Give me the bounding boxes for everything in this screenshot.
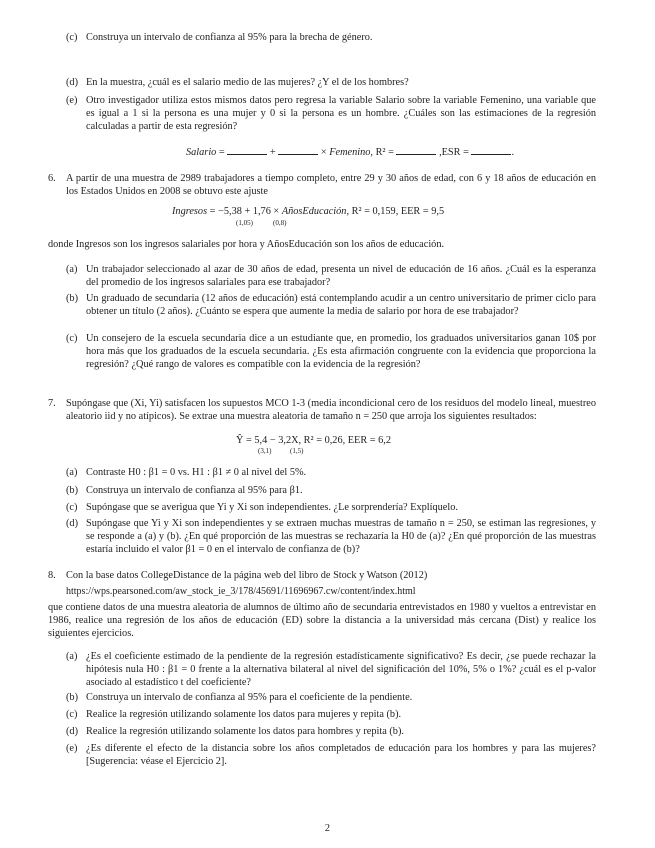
p5-item-d-label: (d) [66, 77, 79, 88]
p5-eq-times: × [320, 147, 327, 158]
p8-url-link[interactable]: https://wps.pearsoned.com/aw_stock_ie_3/178/45691/11696967.cw/content/index.html [66, 586, 416, 597]
p5-eq-end: . [511, 147, 515, 158]
p5-blank-intercept [227, 145, 267, 155]
p7-item-b-text: Construya un intervalo de confianza al 95% para β1. [86, 485, 303, 496]
p8-item-a-label: (a) [66, 651, 78, 662]
p6-item-a-text: Un trabajador seleccionado al azar de 30 años de edad, presenta un nivel de educación de 16 años. ¿Cuál es la esperanza del promedio de los ingresos salariales para ese trabajador? [86, 264, 596, 289]
p6-eq-lhs: Ingresos [172, 206, 208, 217]
p6-item-c-text: Un consejero de la escuela secundaria dice a un estudiante que, en promedio, los graduados universitarios ganan 10$ por hora más que los graduados de la escuela secundaria. ¿Es esta afirmación congruente con la evidencia que proporciona la regresión? ¿Qué rango de valores es compatible con la evidencia de la regresión? [86, 333, 596, 371]
p6-item-a-label: (a) [66, 264, 78, 275]
p6-eq-rhs: = −5,38 + 1,76 × [209, 206, 280, 217]
p5-item-c [66, 31, 596, 44]
p6-item-a [66, 263, 596, 289]
p6-where-text: donde Ingresos son los ingresos salariales por hora y AñosEducación son los años de educación. [48, 239, 445, 250]
p5-item-e-text: Otro investigador utiliza estos mismos datos pero regresa la variable Salario sobre la variable Femenino, una variable que es igual a 1 si la persona es una mujer y 0 si la persona es un hombre. ¿Cuáles son las estimaciones de la regresión calculadas a partir de esta regresión? [86, 95, 596, 133]
p6-item-c-label: (c) [66, 333, 78, 344]
problem-8-text: Con la base datos CollegeDistance de la página web del libro de Stock y Watson (2012) [66, 570, 428, 581]
p6-item-b-text: Un graduado de secundaria (12 años de educación) está contemplando acudir a un centro universitario de primer ciclo para obtener un título (2 años). ¿Cuánto se espera que aumente la media de salario por hora de ese trabajador? [86, 293, 596, 318]
p7-item-a-label: (a) [66, 467, 78, 478]
p8-item-b-label: (b) [66, 692, 79, 703]
p8-item-b [66, 691, 596, 704]
p8-item-d [66, 725, 596, 738]
p7-item-c-label: (c) [66, 502, 78, 513]
p5-eq-esr: ,ESR = [439, 147, 469, 158]
p7-item-d-text: Supóngase que Yi y Xi son independientes y se extraen muchas muestras de tamaño n = 250, se estiman las regresiones, y se responde a (a) y (b). ¿En qué proporción de las muestras se rechazaría la H0 de (a)? ¿En qué proporción de las muestras estaría incluido el valor β1 = 0 en el intervalo de confianza de (b)? [86, 518, 596, 556]
problem-7-text: Supóngase que (Xi, Yi) satisfacen los supuestos MCO 1-3 (media incondicional cero de los residuos del modelo lineal, muestreo aleatorio iid y no atípicos). Se extrae una muestra aleatoria de tamaño n = 250 que arroja los siguientes resultados: [66, 398, 596, 423]
p5-item-d-text: En la muestra, ¿cuál es el salario medio de las mujeres? ¿Y el de los hombres? [86, 77, 409, 88]
p8-item-b-text: Construya un intervalo de confianza al 95% para el coeficiente de la pendiente. [86, 692, 413, 703]
p6-equation [172, 205, 444, 218]
p5-eq-lhs: Salario [186, 147, 217, 158]
problem-6-number: 6. [48, 173, 56, 184]
problem-8-intro [48, 569, 596, 582]
p8-item-a [66, 650, 596, 690]
problem-7-intro [48, 397, 596, 423]
p7-item-b-label: (b) [66, 485, 79, 496]
p6-item-b-label: (b) [66, 293, 79, 304]
p7-item-c [66, 501, 596, 514]
p8-item-c-label: (c) [66, 709, 78, 720]
p6-item-b [66, 292, 596, 318]
p6-eq-stats: R² = 0,159, EER = 9,5 [351, 206, 445, 217]
p7-item-d [66, 517, 596, 557]
p8-item-e [66, 742, 596, 768]
p8-item-e-label: (e) [66, 743, 78, 754]
problem-8-number: 8. [48, 570, 56, 581]
p8-item-a-text: ¿Es el coeficiente estimado de la pendiente de la regresión estadísticamente significativo? Es decir, ¿se puede rechazar la hipótesis nula H0 : β1 = 0 frente a la alternativa bilateral al nivel del significación del 10%, 5% o 1%? ¿cuál es el p-valor asociado al estadístico t del coeficiente? [86, 651, 596, 689]
p5-item-e-label: (e) [66, 95, 78, 106]
p8-item-d-label: (d) [66, 726, 79, 737]
p7-equation [236, 434, 391, 447]
p7-item-a-text: Contraste H0 : β1 = 0 vs. H1 : β1 ≠ 0 al nivel del 5%. [86, 467, 307, 478]
p8-item-c [66, 708, 596, 721]
p5-blank-slope [278, 145, 318, 155]
p5-equation [186, 145, 514, 159]
p7-item-a [66, 466, 596, 479]
p5-eq-r2: R² = [375, 147, 394, 158]
p5-eq-equals: = [218, 147, 225, 158]
problem-6-intro [48, 172, 596, 198]
p5-item-c-text: Construya un intervalo de confianza al 95% para la brecha de género. [86, 32, 373, 43]
p6-where [48, 238, 578, 251]
problem-6-text: A partir de una muestra de 2989 trabajadores a tiempo completo, entre 29 y 30 años de edad, con 6 y 18 años de educación en los Estados Unidos en 2008 se obtuvo este ajuste [66, 173, 596, 198]
p8-url[interactable] [66, 585, 596, 598]
p8-desc-text: que contiene datos de una muestra aleatoria de alumnos de último año de secundaria entrevistados en 1980 y vueltos a entrevistar en 1986, realice una regresión de los años de educación (ED) sobre la distancia a la universidad más cercana (Dist) y realice los siguientes ejercicios. [48, 602, 596, 640]
p6-item-c [66, 332, 596, 372]
page-number: 2 [324, 823, 331, 834]
p5-item-d [66, 76, 596, 89]
p8-item-e-text: ¿Es diferente el efecto de la distancia sobre los años completados de educación para los hombres y para las mujeres? [Sugerencia: véase el Ejercicio 2]. [86, 743, 596, 768]
p6-se-slope: (0,8) [273, 219, 287, 227]
p7-eq-text: Ŷ = 5,4 − 3,2X, R² = 0,26, EER = 6,2 [236, 435, 392, 446]
p5-item-e [66, 94, 596, 134]
p7-se-slope: (1,5) [290, 447, 304, 455]
p8-desc [48, 601, 596, 641]
p7-se-intercept: (3,1) [258, 447, 272, 455]
p8-item-c-text: Realice la regresión utilizando solamente los datos para mujeres y repita (b). [86, 709, 402, 720]
p5-blank-esr [471, 145, 511, 155]
p7-item-b [66, 484, 596, 497]
p8-item-d-text: Realice la regresión utilizando solamente los datos para hombres y repita (b). [86, 726, 404, 737]
p5-blank-r2 [396, 145, 436, 155]
p6-se-intercept: (1,05) [236, 219, 253, 227]
p7-item-c-text: Supóngase que se averigua que Yi y Xi son independientes. ¿Le sorprendería? Explíquelo. [86, 502, 458, 513]
p5-eq-plus: + [269, 147, 276, 158]
problem-7-number: 7. [48, 398, 56, 409]
p5-eq-var: Femenino, [329, 147, 373, 158]
p5-item-c-label: (c) [66, 32, 78, 43]
p6-eq-var: AñosEducación, [281, 206, 350, 217]
p7-item-d-label: (d) [66, 518, 79, 529]
